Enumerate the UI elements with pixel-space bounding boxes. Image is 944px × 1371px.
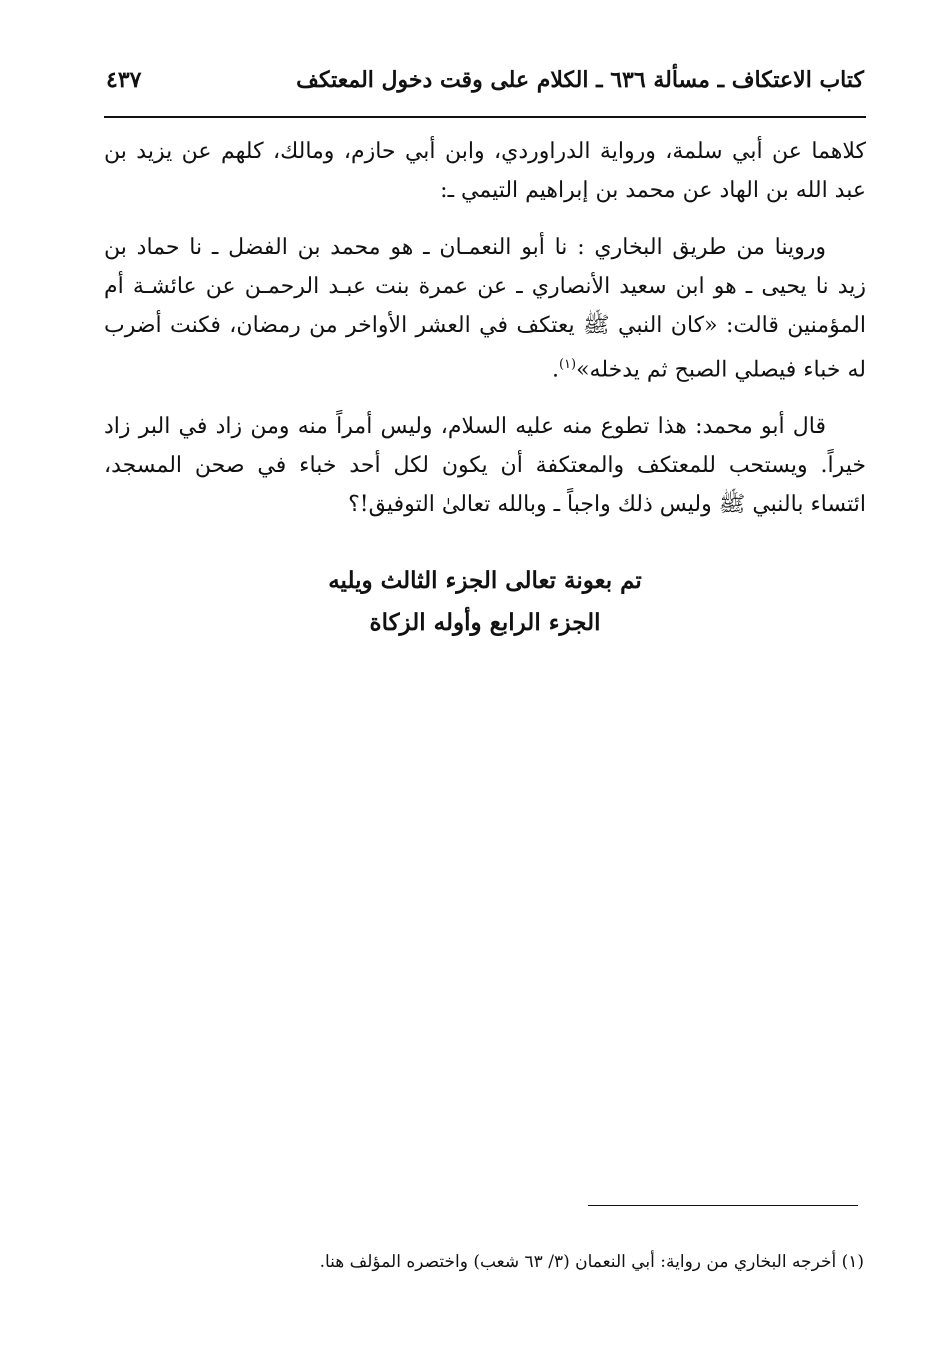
main-text [104,132,866,542]
paragraph-3 [104,407,866,524]
text-line: كلاهما عن أبي سلمة، ورواية الدراوردي، وابن أبي حازم، ومالك، كلهم عن يزيد بن [104,139,866,164]
text-line: عبد الله بن الهاد عن محمد بن إبراهيم التيمي ـ: [440,178,866,203]
header-divider [104,116,866,118]
paragraph-1 [104,132,866,210]
footnote: (١) أخرجه البخاري من رواية: أبي النعمان (٣/ ٦٣ شعب) واختصره المؤلف هنا. [319,1252,864,1272]
text-line: ائتساء بالنبي ﷺ وليس ذلك واجباً ـ وبالله تعالىٰ التوفيق!؟ [348,492,866,518]
text-line [104,345,866,389]
text-line: قال أبو محمد: هذا تطوع منه عليه السلام، وليس أمراً منه ومن زاد في البر زاد [104,414,826,440]
sentence-end: . [551,357,559,383]
closing-line-2: الجزء الرابع وأوله الزكاة [369,609,601,636]
text-line: خيراً. ويستحب للمعتكف والمعتكفة أن يكون لكل أحد خباء في صحن المسجد، [104,453,866,479]
volume-closing [104,560,866,644]
paragraph-2 [104,228,866,389]
quote-end: له خباء فيصلي الصبح ثم يدخله» [576,357,866,383]
page-number: ٤٣٧ [106,67,142,93]
footnote-marker: (١) [558,357,577,372]
text-line: وروينا من طريق البخاري : نا أبو النعمـان ـ هو محمد بن الفضل ـ نا حماد بن [104,235,826,260]
running-title: كتاب الاعتكاف ـ مسألة ٦٣٦ ـ الكلام على وقت دخول المعتكف [296,67,864,93]
text-line: المؤمنين قالت: «كان النبي ﷺ يعتكف في العشر الأواخر من رمضان، فكنت أضرب [104,313,866,338]
running-header [106,60,864,100]
footnote-divider [588,1205,858,1206]
closing-line-1: تم بعونة تعالى الجزء الثالث ويليه [328,567,642,594]
text-line: زيد نا يحيى ـ هو ابن سعيد الأنصاري ـ عن عمرة بنت عبـد الرحمـن عن عائشـة أم [104,274,866,299]
